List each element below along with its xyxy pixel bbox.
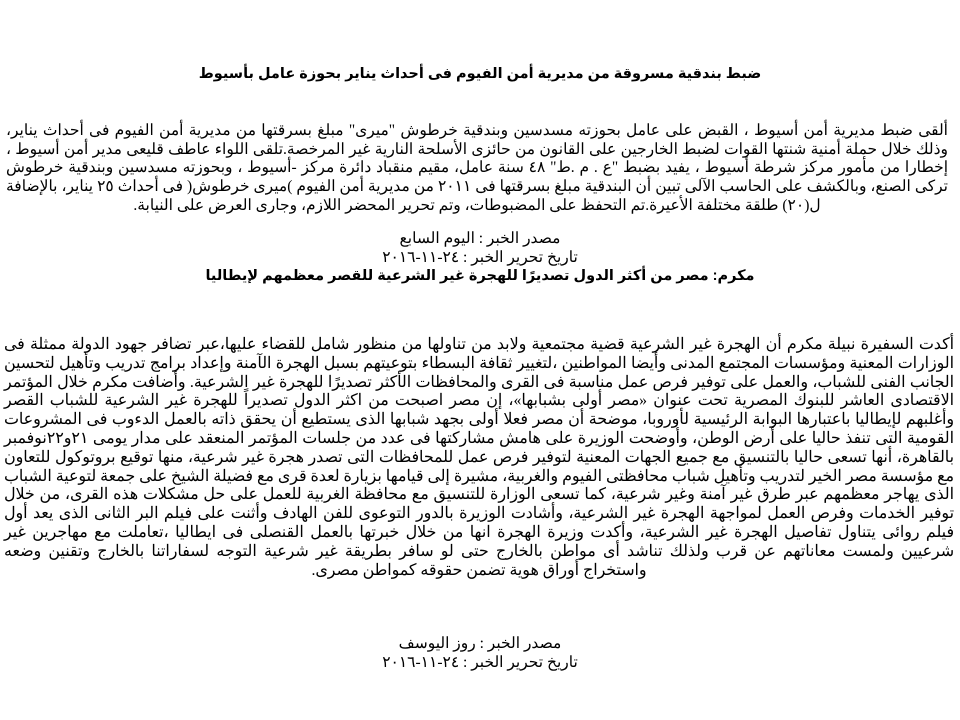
article-2-title: مكرم: مصر من أكثر الدول تصديرًا للهجرة غير الشرعية للقصر معظمهم لإيطاليا xyxy=(205,268,755,284)
article-1-date: تاريخ تحرير الخبر : ٢٤-١١-٢٠١٦ xyxy=(382,249,578,266)
article-2-source: مصدر الخبر : روز اليوسف xyxy=(398,635,562,652)
article-1-body: ألقى ضبط مديرية أمن أسيوط ، القبض على عامل بحوزته مسدسين وبندقية خرطوش "ميرى" مبلغ بسرقتها من مديرية أمن الفيوم فى أحداث يناير، وذلك خلال حملة أمنية شنتها القوات لضبط الخارجين على القانون من حائزى الأسلحة النارية غير المرخصة.تلقى اللواء عاطف قليعى مدير أمن أسيوط ، إخطارا من مأمور مركز شرطة أسيوط ، يفيد بضبط "ع . م .ط" ٤٨ سنة عامل، مقيم منقباد دائرة مركز -أسيوط ، وبحوزته مسدسين وبندقية خرطوش تركى الصنع، وبالكشف على الحاسب الآلى تبين أن البندقية مبلغ بسرقتها فى ٢٠١١ من مديرية أمن الفيوم )ميرى خرطوش( فى أحداث ٢٥ يناير، بالإضافة ل(٢٠) طلقة مختلفة الأعيرة.تم التحفظ على المضبوطات، وتم تحرير المحضر اللازم، وجارى العرض على النيابة. xyxy=(6,122,949,214)
article-2-body: أكدت السفيرة نبيلة مكرم أن الهجرة غير الشرعية قضية مجتمعية ولابد من تناولها من منظور شامل للقضاء عليها،عبر تضافر جهود الدولة ممثلة فى الوزارات المعنية ومؤسسات المجتمع المدنى وأيضا المواطنين ،لتغيير ثقافة البسطاء بتوعيتهم بسبل الهجرة الآمنة وإعداد برامج تدريب وتأهيل لتحسين الجانب الفنى للشباب، والعمل على توفير فرص عمل مناسبة فى القرى والمحافظات الأكثر تصديرًا للهجرة غير الشرعية. وأضافت مكرم خلال المؤتمر الاقتصادى العاشر للبنوك المصرية تحت عنوان «مصر أولى بشبابها»، إن مصر اصبحت من اكثر الدول تصديراً للهجرة غير الشرعية للشباب القصر وأغلبهم لإيطاليا باعتبارها البوابة الرئيسية لأوروبا، موضحة أن مصر فعلا أولى بجهد شبابها الذى يستطيع أن يحقق ذاته بالعمل الدءوب فى المشروعات القومية التى تنفذ حاليا على أرض الوطن، وأوضحت الوزيرة على هامش مشاركتها فى عدد من جلسات المؤتمر المنعقد على مدار يومى ٢١و٢٢نوفمبر بالقاهرة، أنها تسعى حاليا بالتنسيق مع جميع الجهات المعنية لتوفير فرص عمل للمحافظات التى تصدر هجرة غير شرعية، منها توقيع بروتوكول للتعاون مع مؤسسة مصر الخير لتدريب وتأهيل شباب محافظتى الفيوم والغربية، مشيرة إلى قيامها بزيارة لعدة قرى مع فضيلة الشيخ على جمعة لتوعية الشباب الذى يهاجر معظمهم عبر طرق غير آمنة وغير شرعية، كما تسعى الوزارة للتنسيق مع محافظة الغربية للعمل على حل مشكلات هذه القرى، من خلال توفير الخدمات وفرص العمل لمواجهة الهجرة غير الشرعية، وأشادت الوزيرة بالدور التوعوى للفن الهادف وأثنت على فيلم البر الثانى الذى يعد أول فيلم روائى يتناول تفاصيل الهجرة غير الشرعية، وأكدت وزيرة الهجرة انها من خلال خبرتها بالعمل القنصلى فى ايطاليا ،تعاملت مع مهاجرين غير شرعيين ولمست معاناتهم عن قرب ولذلك تناشد أى مواطن بالخارج حتى لو سافر بطريقة غير شرعية التوجه لسفاراتنا بالخارج وتقنين وضعه واستخراج أوراق هوية تضمن حقوقه كمواطن مصرى. xyxy=(4,336,954,579)
article-1-source: مصدر الخبر : اليوم السابع xyxy=(399,230,561,247)
article-1-title: ضبط بندقية مسروقة من مديرية أمن الفيوم فى أحداث يناير بحوزة عامل بأسيوط xyxy=(198,66,762,82)
article-2-date: تاريخ تحرير الخبر : ٢٤-١١-٢٠١٦ xyxy=(382,654,578,671)
